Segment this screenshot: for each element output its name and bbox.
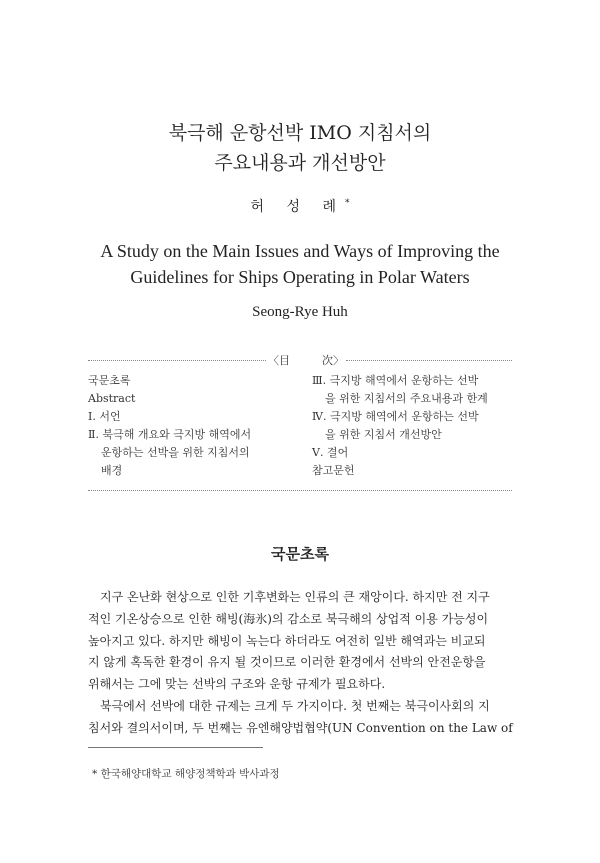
toc-rule-bottom <box>88 490 512 491</box>
toc-rule-top-left <box>88 360 266 361</box>
korean-author <box>0 196 600 216</box>
section-title: 국문초록 <box>271 545 329 563</box>
abstract-line: 지구 온난화 현상으로 인한 기후변화는 인류의 큰 재앙이다. 하지만 전 지구 <box>100 590 490 604</box>
abstract-line: 북극에서 선박에 대한 규제는 크게 두 가지이다. 첫 번째는 북극이사회의 지 <box>100 698 490 713</box>
toc-heading-right: 次〉 <box>322 354 344 367</box>
english-title-line-1: A Study on the Main Issues and Ways of Improving the <box>100 241 500 261</box>
english-title <box>0 238 600 290</box>
abstract-body <box>88 587 512 740</box>
toc-item[interactable]: 국문초록 <box>88 374 131 387</box>
abstract-line: 적인 기온상승으로 인한 해빙(海氷)의 감소로 북극해의 상업적 이용 가능성이 <box>88 611 489 626</box>
abstract-line: 위해서는 그에 맞는 선박의 구조와 운항 규제가 필요하다. <box>88 677 386 692</box>
toc-right-column <box>312 372 512 480</box>
korean-author-name: 허 성 례 <box>250 199 345 215</box>
english-author: Seong-Rye Huh <box>252 304 348 320</box>
toc-left-column <box>88 372 303 480</box>
toc-heading-left: 〈目 <box>268 354 290 367</box>
korean-title <box>0 118 600 178</box>
footnote-rule <box>88 747 263 748</box>
toc-item-continuation[interactable]: 을 위한 지침서 개선방안 <box>325 428 442 441</box>
korean-title-line-1: 북극해 운항선박 IMO 지침서의 <box>168 122 432 144</box>
korean-title-line-2: 주요내용과 개선방안 <box>214 152 386 174</box>
toc-item-continuation[interactable]: 배경 <box>101 464 123 477</box>
toc-item[interactable]: Ⅴ. 결어 <box>312 446 349 459</box>
toc-item[interactable]: 참고문헌 <box>312 464 355 477</box>
toc-heading <box>268 352 344 368</box>
toc-item[interactable]: Ⅲ. 극지방 해역에서 운항하는 선박 <box>312 374 479 387</box>
toc-item[interactable]: Abstract <box>88 392 136 405</box>
toc-item-continuation[interactable]: 을 위한 지침서의 주요내용과 한계 <box>325 392 488 405</box>
abstract-line: 지 않게 혹독한 환경이 유지 될 것이므로 이러한 환경에서 선박의 안전운항을 <box>88 655 486 670</box>
toc-item[interactable]: Ⅳ. 극지방 해역에서 운항하는 선박 <box>312 410 479 423</box>
footnote: * 한국해양대학교 해양정책학과 박사과정 <box>92 768 280 780</box>
toc-rule-top-right <box>346 360 512 361</box>
english-title-line-2: Guidelines for Ships Operating in Polar Waters <box>130 267 470 287</box>
abstract-line: 높아지고 있다. 하지만 해빙이 녹는다 하더라도 여전히 일반 해역과는 비교되 <box>88 633 486 648</box>
toc-item[interactable]: Ⅰ. 서언 <box>88 410 121 423</box>
toc-item-continuation[interactable]: 운항하는 선박을 위한 지침서의 <box>101 446 250 459</box>
toc-item[interactable]: Ⅱ. 북극해 개요와 극지방 해역에서 <box>88 428 252 441</box>
abstract-line: 침서와 결의서이며, 두 번째는 유엔해양법협약(UN Convention on the Law of <box>88 720 513 735</box>
footnote-marker: * <box>344 198 350 209</box>
table-of-contents <box>88 352 512 492</box>
